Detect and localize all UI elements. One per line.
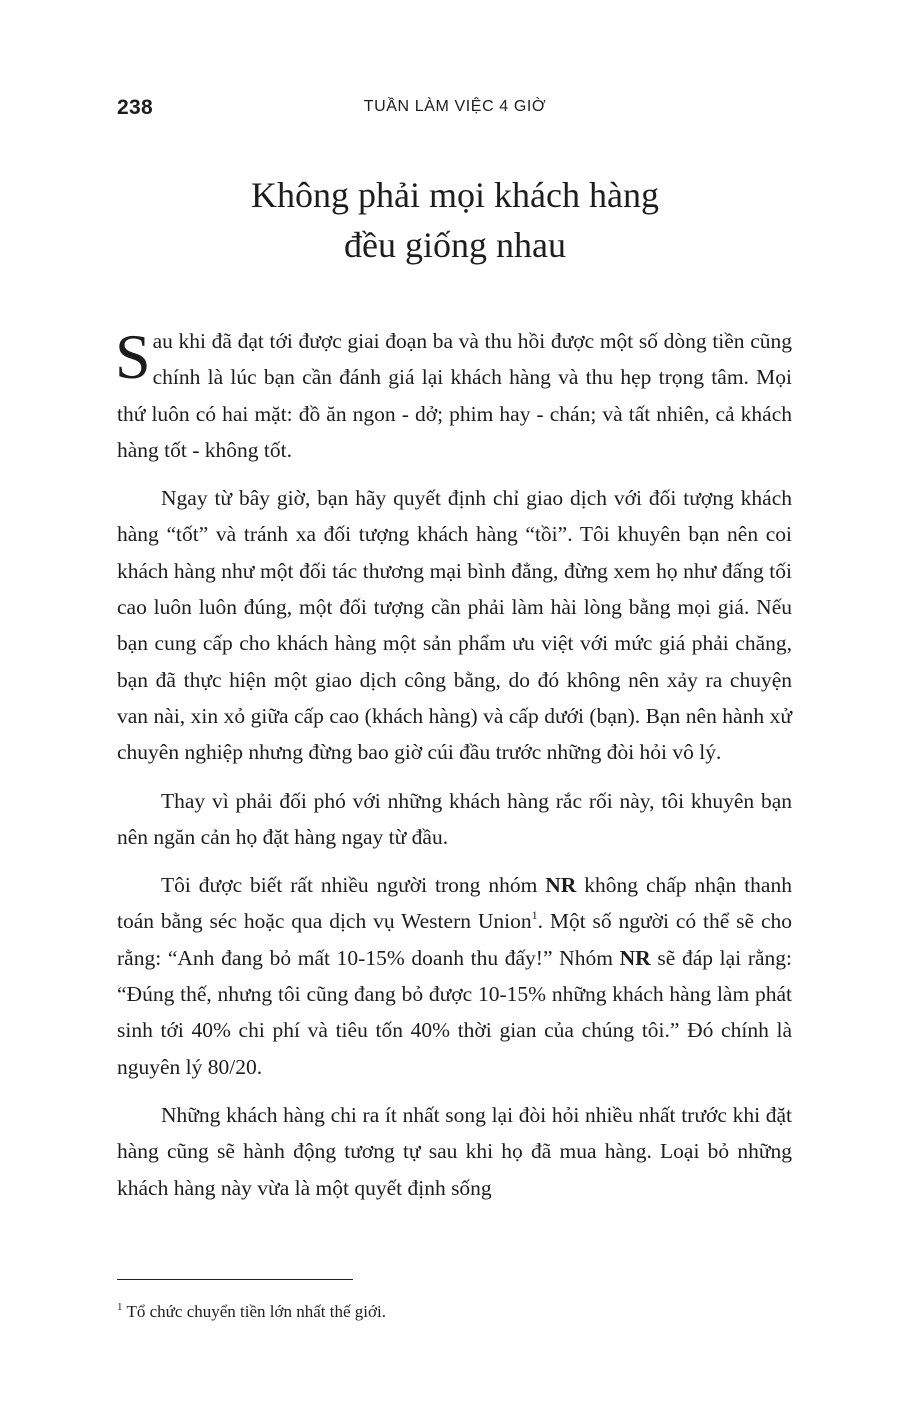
page-number: 238 <box>117 96 153 119</box>
running-title: TUẦN LÀM VIỆC 4 GIỜ <box>363 98 547 115</box>
nr-group-label: NR <box>545 873 577 898</box>
paragraph-4-part-d: sẽ đáp lại rằng: “Đúng thế, nhưng tôi cũng đang bỏ được 10-15% những khách hàng làm phát sinh tới 40% chi phí và tiêu tốn 40% thời gian của chúng tôi.” Đó chính là nguyên lý 80/20. <box>117 945 793 1079</box>
paragraph-1 <box>117 323 792 468</box>
paragraph-5: Những khách hàng chi ra ít nhất song lại đòi hỏi nhiều nhất trước khi đặt hàng cũng sẽ hành động tương tự sau khi họ đã mua hàng. Loại bỏ những khách hàng này vừa là một quyết định sống <box>117 1102 792 1200</box>
running-header <box>0 98 910 116</box>
paragraph-4 <box>117 867 792 1085</box>
footnote-divider <box>117 1279 353 1280</box>
paragraph-1-text: au khi đã đạt tới được giai đoạn ba và thu hồi được một số dòng tiền cũng chính là lúc bạn cần đánh giá lại khách hàng và thu hẹp trọng tâm. Mọi thứ luôn có hai mặt: đồ ăn ngon - dở; phim hay - chán; và tất nhiên, cả khách hàng tốt - không tốt. <box>117 329 792 462</box>
footnote-marker: 1 <box>117 1301 123 1313</box>
nr-group-label-2: NR <box>619 945 651 970</box>
footnote <box>117 1300 386 1324</box>
paragraph-4-part-b: không chấp nhận thanh toán bằng séc hoặc qua dịch vụ Western Union <box>117 873 792 934</box>
drop-cap: S <box>115 321 151 392</box>
paragraph-2: Ngay từ bây giờ, bạn hãy quyết định chỉ giao dịch với đối tượng khách hàng “tốt” và tránh xa đối tượng khách hàng “tồi”. Tôi khuyên bạn nên coi khách hàng như một đối tác thương mại bình đẳng, đừng xem họ như đấng tối cao luôn luôn đúng, một đối tượng cần phải làm hài lòng bằng mọi giá. Nếu bạn cung cấp cho khách hàng một sản phẩm ưu việt với mức giá phải chăng, bạn đã thực hiện một giao dịch công bằng, do đó không nên xảy ra chuyện van nài, xin xỏ giữa cấp cao (khách hàng) và cấp dưới (bạn). Bạn nên hành xử chuyên nghiệp nhưng đừng bao giờ cúi đầu trước những đòi hỏi vô lý. <box>117 486 792 765</box>
chapter-title-line-1: Không phải mọi khách hàng <box>251 175 659 215</box>
paragraph-3: Thay vì phải đối phó với những khách hàng rắc rối này, tôi khuyên bạn nên ngăn cản họ đặt hàng ngay từ đầu. <box>117 788 792 849</box>
chapter-title <box>0 170 910 270</box>
body-text <box>117 323 792 1218</box>
paragraph-4-part-c: . Một số người có thể sẽ cho rằng: “Anh đang bỏ mất 10-15% doanh thu đấy!” Nhóm <box>117 909 792 970</box>
footnote-text: Tổ chức chuyển tiền lớn nhất thế giới. <box>126 1302 386 1321</box>
footnote-reference: 1 <box>531 908 538 923</box>
chapter-title-line-2: đều giống nhau <box>344 225 566 265</box>
paragraph-4-part-a: Tôi được biết rất nhiều người trong nhóm <box>161 873 546 898</box>
